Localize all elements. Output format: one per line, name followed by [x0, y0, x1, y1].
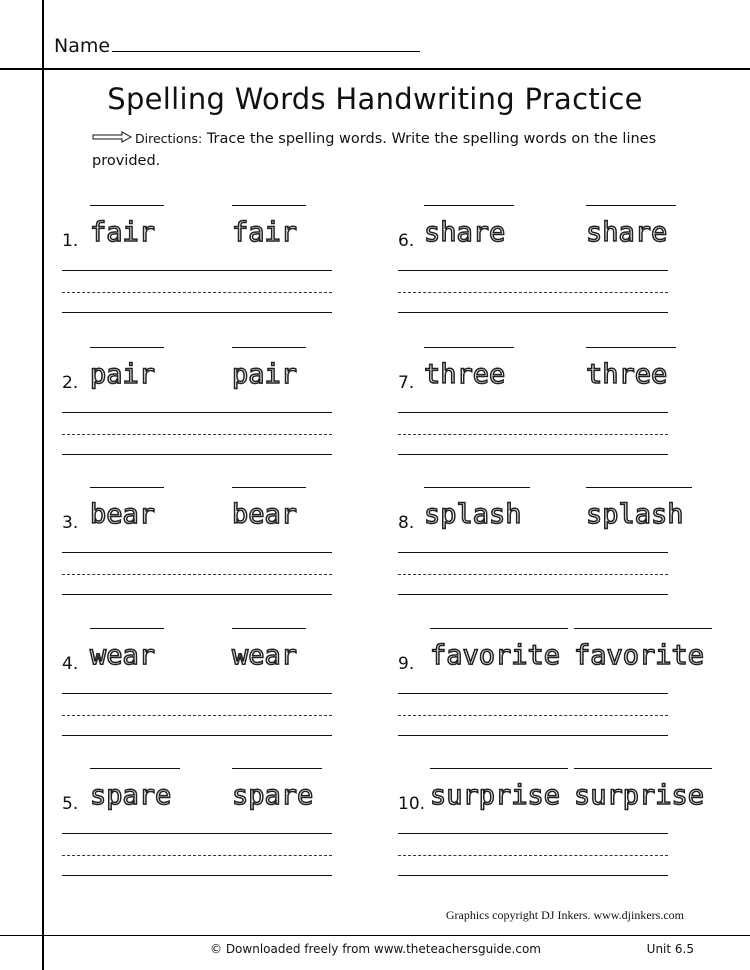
- word-number: 3.: [62, 513, 79, 533]
- word-number: 1.: [62, 231, 79, 251]
- trace-top-line: [586, 205, 676, 206]
- writing-line[interactable]: [62, 693, 332, 694]
- trace-word: three: [424, 359, 506, 390]
- writing-line[interactable]: [62, 735, 332, 736]
- trace-word: spare: [90, 780, 172, 811]
- writing-midline[interactable]: [62, 434, 332, 435]
- trace-top-line: [90, 205, 164, 206]
- writing-line[interactable]: [398, 270, 668, 271]
- writing-midline[interactable]: [398, 574, 668, 575]
- trace-top-line: [586, 347, 676, 348]
- directions: [92, 128, 692, 172]
- writing-line[interactable]: [398, 454, 668, 455]
- trace-top-line: [574, 768, 712, 769]
- trace-top-line: [424, 347, 514, 348]
- trace-top-line: [90, 347, 164, 348]
- writing-line[interactable]: [398, 693, 668, 694]
- name-label: Name: [54, 35, 111, 57]
- writing-midline[interactable]: [62, 715, 332, 716]
- word-number: 5.: [62, 794, 79, 814]
- writing-line[interactable]: [62, 552, 332, 553]
- trace-top-line: [574, 628, 712, 629]
- arrow-icon: [92, 128, 132, 150]
- writing-line[interactable]: [398, 412, 668, 413]
- trace-word: surprise: [574, 780, 705, 811]
- writing-midline[interactable]: [62, 292, 332, 293]
- directions-label: Directions:: [135, 131, 203, 146]
- trace-top-line: [424, 205, 514, 206]
- trace-top-line: [424, 487, 530, 488]
- trace-top-line: [232, 628, 306, 629]
- trace-top-line: [586, 487, 692, 488]
- writing-midline[interactable]: [398, 292, 668, 293]
- writing-line[interactable]: [62, 312, 332, 313]
- trace-word: favorite: [430, 640, 561, 671]
- trace-word: pair: [232, 359, 298, 390]
- trace-top-line: [90, 487, 164, 488]
- name-blank[interactable]: [112, 37, 420, 52]
- word-number: 4.: [62, 654, 79, 674]
- writing-line[interactable]: [398, 312, 668, 313]
- word-number: 7.: [398, 373, 415, 393]
- trace-word: pair: [90, 359, 156, 390]
- writing-line[interactable]: [398, 833, 668, 834]
- unit-label: Unit 6.5: [646, 942, 694, 956]
- trace-word: wear: [232, 640, 298, 671]
- writing-line[interactable]: [62, 412, 332, 413]
- trace-word: wear: [90, 640, 156, 671]
- trace-word: favorite: [574, 640, 705, 671]
- trace-top-line: [232, 768, 322, 769]
- writing-line[interactable]: [62, 454, 332, 455]
- trace-word: three: [586, 359, 668, 390]
- writing-line[interactable]: [62, 594, 332, 595]
- trace-top-line: [430, 768, 568, 769]
- word-number: 10.: [398, 794, 426, 814]
- trace-word: fair: [232, 217, 298, 248]
- trace-word: surprise: [430, 780, 561, 811]
- writing-line[interactable]: [62, 833, 332, 834]
- writing-midline[interactable]: [398, 855, 668, 856]
- page-title: Spelling Words Handwriting Practice: [107, 82, 643, 116]
- writing-line[interactable]: [398, 552, 668, 553]
- word-number: 9.: [398, 654, 415, 674]
- footer-text: © Downloaded freely from www.theteachersguide.com: [210, 942, 541, 956]
- trace-top-line: [232, 347, 306, 348]
- writing-line[interactable]: [62, 875, 332, 876]
- writing-midline[interactable]: [62, 574, 332, 575]
- trace-word: bear: [232, 499, 298, 530]
- word-number: 6.: [398, 231, 415, 251]
- graphics-credit: Graphics copyright DJ Inkers. www.djinkers.com: [445, 908, 684, 922]
- trace-word: share: [424, 217, 506, 248]
- writing-midline[interactable]: [62, 855, 332, 856]
- margin-line: [42, 0, 44, 970]
- word-number: 8.: [398, 513, 415, 533]
- trace-word: splash: [424, 499, 522, 530]
- name-row: [54, 35, 420, 57]
- writing-line[interactable]: [398, 735, 668, 736]
- trace-word: bear: [90, 499, 156, 530]
- trace-top-line: [90, 768, 180, 769]
- writing-midline[interactable]: [398, 715, 668, 716]
- trace-top-line: [232, 205, 306, 206]
- trace-word: share: [586, 217, 668, 248]
- writing-line[interactable]: [62, 270, 332, 271]
- word-number: 2.: [62, 373, 79, 393]
- trace-top-line: [232, 487, 306, 488]
- trace-word: fair: [90, 217, 156, 248]
- trace-word: spare: [232, 780, 314, 811]
- header-rule: [0, 68, 750, 70]
- trace-top-line: [90, 628, 164, 629]
- directions-text: Trace the spelling words. Write the spelling words on the lines provided.: [92, 131, 657, 169]
- writing-line[interactable]: [398, 594, 668, 595]
- writing-line[interactable]: [398, 875, 668, 876]
- footer-rule: [0, 935, 750, 936]
- writing-midline[interactable]: [398, 434, 668, 435]
- trace-top-line: [430, 628, 568, 629]
- trace-word: splash: [586, 499, 684, 530]
